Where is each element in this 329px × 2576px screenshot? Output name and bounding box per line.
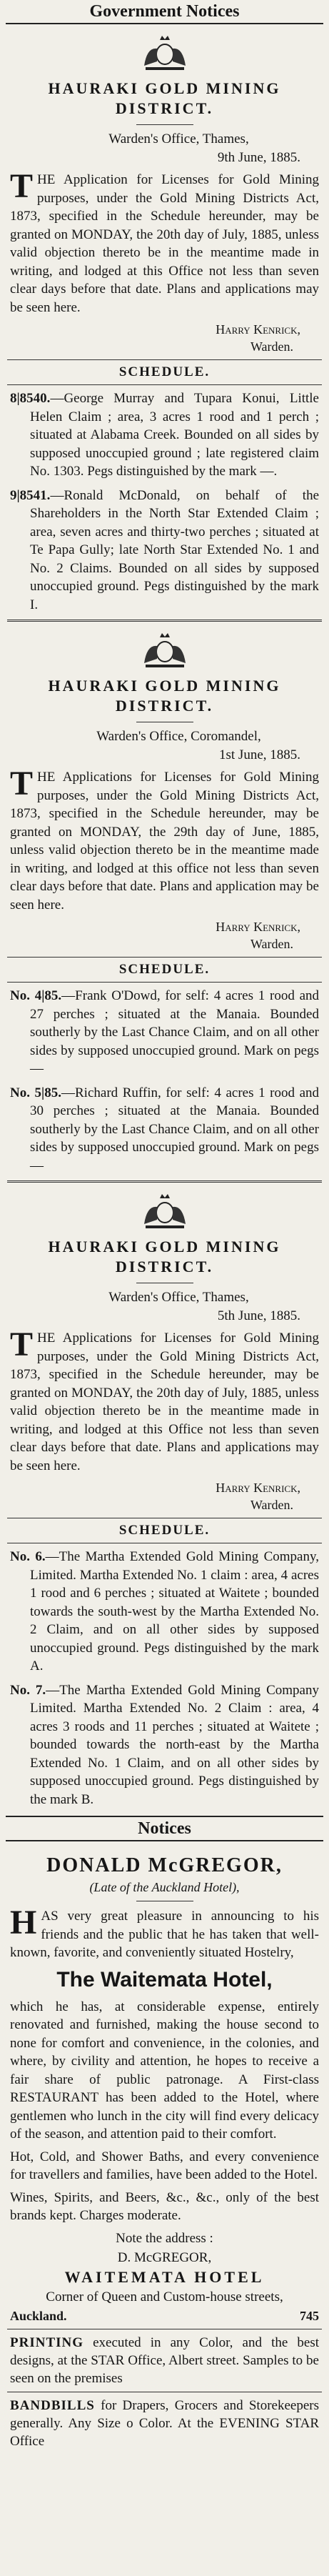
schedule-heading: SCHEDULE. xyxy=(118,962,211,977)
bandbills-capword: BANDBILLS xyxy=(10,2397,95,2413)
signature: Harry Kenrick, xyxy=(216,322,300,337)
ad-intro xyxy=(10,1904,319,1962)
royal-crest-icon xyxy=(140,630,190,670)
ad-body-1: which he has, at considerable expense, entirely renovated and furnished, making the house second to none for comfort and convenience, in the colonies, and where, by civility and attention, he hopes to receive a fair share of public patronage. A First-class RESTAURANT has been added to the Hotel, where gentlemen who lunch in the city will find every delicacy of the season, and attention paid to their comfort. xyxy=(10,1999,319,2142)
entry-number: No. 5|85. xyxy=(10,1085,61,1100)
bandbills-text: for Drapers, Grocers and Storekeepers generally. Any Size o Color. At the EVENING STAR Office xyxy=(10,2397,319,2449)
signature-title: Warden. xyxy=(250,1498,293,1512)
divider xyxy=(7,384,322,385)
divider xyxy=(136,124,193,125)
notice-title: HAURAKI GOLD MINING DISTRICT. xyxy=(48,677,281,715)
schedule-heading: SCHEDULE. xyxy=(118,1523,211,1538)
entry-text: —Ronald McDonald, on behalf of the Shareholders in the North Star Extended Claim ; area, seven acres and thirty-two perches ; situated at Te Papa Gully; late North Star Extended No. 1 and No. 2 Claims. Bounded on all sides by supposed unoccupied ground. Pegs distinguished by the mark I. xyxy=(30,487,319,612)
signature-title: Warden. xyxy=(250,339,293,354)
royal-crest-icon xyxy=(140,33,190,73)
notice-title: HAURAKI GOLD MINING DISTRICT. xyxy=(48,79,281,117)
date-line: 9th June, 1885. xyxy=(217,150,300,165)
hotel-name: The Waitemata Hotel, xyxy=(56,1967,273,1991)
office-line: Warden's Office, Thames, xyxy=(108,131,249,146)
ad-intro-text: AS very great pleasure in announcing to his friends and the public that he has taken that well-known, favorite, and conveniently situated Hostelry, xyxy=(10,1909,319,1960)
entry-text: —Richard Ruffin, for self: 4 acres 1 rood and 30 perches ; situated at the Manaia. Bounded southerly by the Last Chance Claim, and on all other sides by supposed unoccupied ground. Mark on pegs — xyxy=(30,1085,319,1173)
schedule-entry xyxy=(10,487,319,615)
entry-number: No. 6. xyxy=(10,1549,46,1564)
advertiser-name: DONALD McGREGOR, xyxy=(46,1854,283,1876)
entry-number: 8|8540. xyxy=(10,391,51,406)
advertiser-subtitle: (Late of the Auckland Hotel), xyxy=(89,1880,240,1894)
office-line: Warden's Office, Thames, xyxy=(108,1290,249,1305)
date-line: 5th June, 1885. xyxy=(217,1308,300,1323)
address-hotel: WAITEMATA HOTEL xyxy=(64,2267,265,2286)
signature: Harry Kenrick, xyxy=(216,920,300,934)
date-line: 1st June, 1885. xyxy=(219,747,300,762)
schedule-heading: SCHEDULE. xyxy=(118,364,211,379)
notice-3 xyxy=(0,1191,329,1809)
signature: Harry Kenrick, xyxy=(216,1481,300,1495)
entry-text: —Frank O'Dowd, for self: 4 acres 1 rood and 27 perches ; situated at the Manaia. Bounded southerly by the Last Chance Claim, and on all other sides by supposed unoccupied ground. Mark on pegs — xyxy=(30,988,320,1076)
entry-number: No. 7. xyxy=(10,1682,46,1698)
section-divider xyxy=(7,1180,322,1183)
notice-title: HAURAKI GOLD MINING DISTRICT. xyxy=(48,1238,281,1275)
office-line: Warden's Office, Coromandel, xyxy=(96,729,261,744)
printing-text: executed in any Color, and the best designs, at the STAR Office, Albert street. Samples to be seen on the premises xyxy=(10,2334,319,2386)
hotel-advertisement xyxy=(0,1853,329,2324)
notice-body xyxy=(10,167,319,317)
section-divider xyxy=(7,620,322,622)
section-header-government-notices: Government Notices xyxy=(6,0,323,24)
divider xyxy=(7,982,322,983)
notice-body xyxy=(10,1326,319,1475)
entry-text: —The Martha Extended Gold Mining Company Limited. Martha Extended No. 2 Claim : area, 4 acres 3 roods and 11 perches ; situated at Waitete ; bounded towards the north-east by the Martha Extended No. 1 Claim, and on all other sides by supposed unoccupied ground. Pegs distinguished by the mark B. xyxy=(30,1682,319,1807)
address-city-line xyxy=(10,2307,319,2324)
entry-text: —The Martha Extended Gold Mining Company, Limited. Martha Extended No. 1 claim : area, 4 acres 1 rood and 6 perches ; situated at Waitete ; bounded towards the south-west by the Martha Extended No. 2 Claim, and on all other sides by supposed unoccupied ground. Pegs distinguished by the mark A. xyxy=(30,1549,319,1674)
dropcap: H xyxy=(10,1904,37,1941)
entry-number: 9|8541. xyxy=(10,487,51,503)
entry-text: —George Murray and Tupara Konui, Little Helen Claim ; area, 3 acres 1 rood and 1 perch ; situated at Alabama Creek. Bounded on all sides by supposed unoccupied ground ; late registered claim No. 1303. Pegs distinguished by the mark —. xyxy=(30,391,319,479)
schedule-entry xyxy=(10,1681,319,1809)
divider xyxy=(7,359,322,360)
schedule-entry xyxy=(10,1084,319,1175)
entry-number: No. 4|85. xyxy=(10,988,62,1003)
schedule-entry xyxy=(10,987,319,1078)
ad-number: 745 xyxy=(300,2308,319,2323)
royal-crest-icon xyxy=(140,1191,190,1231)
section-header-notices: Notices xyxy=(6,1816,323,1841)
notice-2 xyxy=(0,630,329,1175)
address-city: Auckland. xyxy=(10,2308,67,2323)
divider xyxy=(7,957,322,958)
bandbills-notice xyxy=(10,2397,319,2450)
notice-body xyxy=(10,765,319,914)
address-person: D. McGREGOR, xyxy=(117,2249,212,2265)
printing-capword: PRINTING xyxy=(10,2334,84,2350)
signature-title: Warden. xyxy=(250,937,293,951)
schedule-entry xyxy=(10,389,319,481)
schedule-entry xyxy=(10,1548,319,1676)
notice-body-text: HE Application for Licenses for Gold Mining purposes, under the Gold Mining Districts Act, 1873, specified in the Schedule hereunder, may be granted on MONDAY, the 20th day of July, 1885, unless valid objection thereto be in the meantime made in writing, and lodged at this Office not less than seven clear days before that date. Plans and applications may be seen here. xyxy=(10,172,319,315)
dropcap: T xyxy=(10,167,34,205)
dropcap: T xyxy=(10,1326,34,1363)
printing-notice xyxy=(10,2334,319,2387)
address-intro: Note the address : xyxy=(116,2230,213,2246)
ad-body-3: Wines, Spirits, and Beers, &c., &c., only of the best brands kept. Charges moderate. xyxy=(10,2189,319,2223)
notice-body-text: HE Applications for Licenses for Gold Mining purposes, under the Gold Mining Districts Act, 1873, specified in the Schedule hereunder, may be granted on MONDAY, the 29th day of June, 1885, unless valid objection thereto be in the meantime made in writing, and lodged at this office not less than seven clear days before that date. Plans and application may be seen here. xyxy=(10,770,319,912)
notice-body-text: HE Applications for Licenses for Gold Mining purposes, under the Gold Mining Districts Act, 1873, specified in the Schedule hereunder, may be granted on MONDAY, the 20th day of July, 1885, unless valid objection thereto be in the meantime made in writing, and lodged at this Office not less than seven clear days before that date. Plans and applications may be seen here. xyxy=(10,1331,319,1473)
ad-body-2: Hot, Cold, and Shower Baths, and every convenience for travellers and families, have been added to the Hotel. xyxy=(10,2149,319,2182)
dropcap: T xyxy=(10,765,34,802)
address-corner: Corner of Queen and Custom-house streets, xyxy=(46,2289,283,2304)
notice-1 xyxy=(0,33,329,614)
